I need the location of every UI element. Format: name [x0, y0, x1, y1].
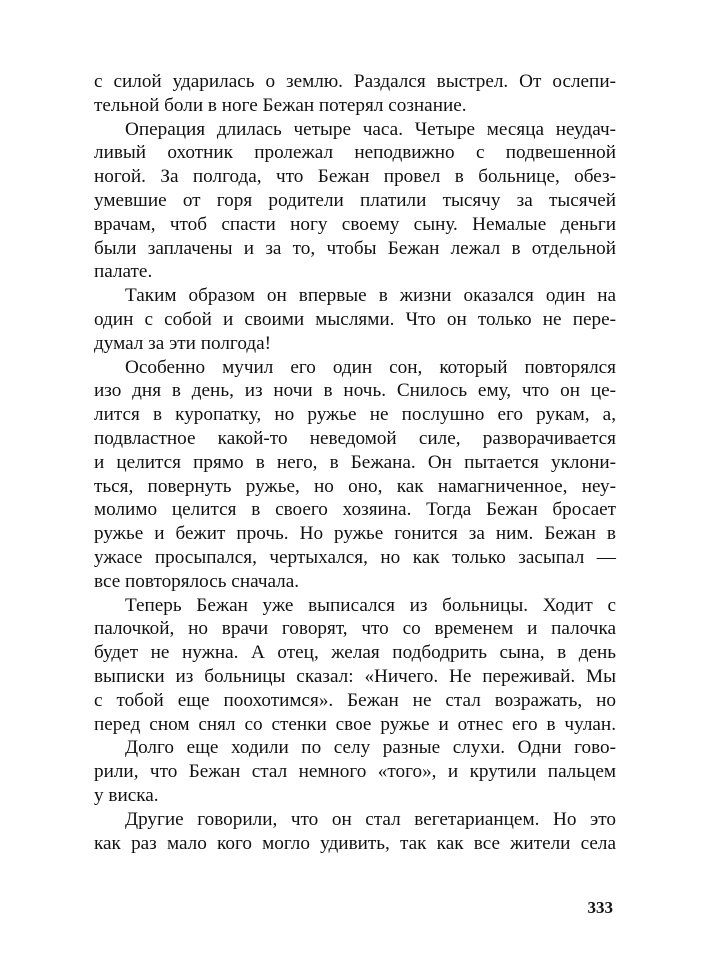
text-line: молимо целится в своего хозяина. Тогда Бежан бросает	[94, 499, 616, 521]
text-line: умевшие от горя родители платили тысячу за тысячей	[94, 189, 616, 211]
text-line: и целится прямо в него, в Бежана. Он пытается уклони-	[94, 451, 616, 473]
text-line: Другие говорили, что он стал вегетарианцем. Но это	[125, 808, 616, 830]
text-line: Операция длилась четыре часа. Четыре месяца неудач-	[125, 118, 616, 140]
page-number: 333	[587, 898, 613, 917]
text-line: рили, что Бежан стал немного «того», и крутили пальцем	[94, 761, 616, 783]
text-line: думал за эти полгода!	[94, 332, 272, 354]
text-line: ногой. За полгода, что Бежан провел в больнице, обез-	[94, 166, 616, 188]
text-line: Особенно мучил его один сон, который повторялся	[125, 356, 616, 378]
text-line: Долго еще ходили по селу разные слухи. Одни гово-	[125, 737, 616, 759]
text-line: ужасе просыпался, чертыхался, но как только засыпал —	[94, 546, 616, 568]
text-line: изо дня в день, из ночи в ночь. Снилось ему, что он це-	[94, 380, 616, 402]
text-line: Теперь Бежан уже выписался из больницы. Ходит с	[125, 594, 616, 616]
text-line: один с собой и своими мыслями. Что он только не пере-	[94, 308, 616, 330]
text-line: палочкой, но врачи говорят, что со временем и палочка	[94, 618, 616, 640]
text-line: палате.	[94, 261, 153, 283]
text-line: будет не нужна. А отец, желая подбодрить сына, в день	[94, 642, 616, 664]
text-line: подвластное какой-то неведомой силе, разворачивается	[94, 427, 616, 449]
text-line: Таким образом он впервые в жизни оказался один на	[125, 285, 616, 307]
text-line: с тобой еще поохотимся». Бежан не стал возражать, но	[94, 689, 616, 711]
text-line: лится в куропатку, но ружье не послушно его рукам, а,	[94, 404, 616, 426]
text-line: тельной боли в ноге Бежан потерял сознание.	[94, 94, 467, 116]
text-line: все повторялось сначала.	[94, 570, 300, 592]
text-line: были заплачены и за то, чтобы Бежан лежал в отдельной	[94, 237, 616, 259]
text-body	[94, 70, 616, 855]
text-line: у виска.	[94, 784, 159, 806]
text-line: врачам, чтоб спасти ногу своему сыну. Немалые деньги	[94, 213, 616, 235]
text-line: как раз мало кого могло удивить, так как все жители села	[94, 832, 616, 854]
text-line: ливый охотник пролежал неподвижно с подвешенной	[94, 142, 616, 164]
text-line: с силой ударилась о землю. Раздался выстрел. От ослепи-	[94, 71, 616, 92]
text-line: выписки из больницы сказал: «Ничего. Не переживай. Мы	[94, 665, 616, 687]
text-line: ться, повернуть ружье, но оно, как намагниченное, неу-	[94, 475, 616, 497]
text-line: перед сном снял со стенки свое ружье и отнес его в чулан.	[94, 713, 616, 735]
text-line: ружье и бежит прочь. Но ружье гонится за ним. Бежан в	[94, 523, 616, 545]
